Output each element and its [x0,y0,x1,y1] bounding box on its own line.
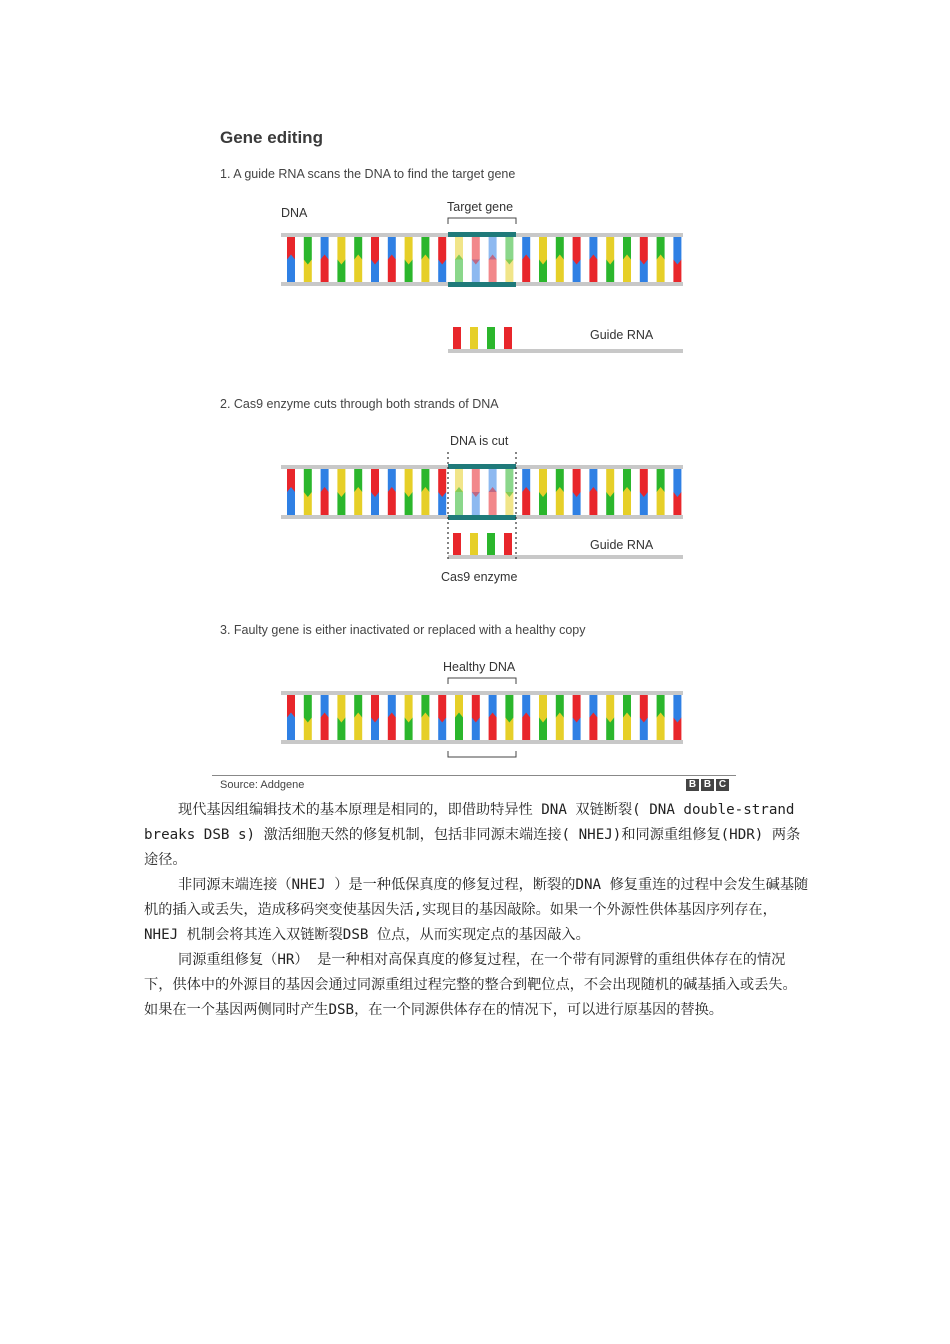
base-top [304,469,312,492]
base-top [673,237,681,260]
base-bottom [321,492,329,515]
logo-letter: B [686,779,699,791]
body-text [144,798,810,1023]
target-gene-label: Target gene [447,200,514,214]
base-top [573,469,581,492]
guide-rna-label-1: Guide RNA [590,328,654,342]
base-bottom [489,718,497,741]
base-top [505,237,513,260]
base-bottom [489,260,497,283]
base-top [673,469,681,492]
base-bottom [321,718,329,741]
cas9-enzyme-label: Cas9 enzyme [441,570,518,584]
logo-letter: B [701,779,714,791]
healthy-dna-bracket-top [448,678,516,684]
base-top [606,237,614,260]
base-bottom [657,260,665,283]
base-bottom [589,260,597,283]
base-top [438,469,446,492]
base-bottom [623,492,631,515]
base-top [304,237,312,260]
step-3-caption: 3. Faulty gene is either inactivated or replaced with a healthy copy [220,623,586,637]
base-top [505,469,513,492]
guide-rna-1-base [453,327,461,349]
base-bottom [623,718,631,741]
base-bottom [354,492,362,515]
base-top [539,695,547,718]
base-top [337,695,345,718]
base-top [337,237,345,260]
figure-source: Source: Addgene [220,779,305,791]
base-bottom [421,718,429,741]
base-bottom [522,718,530,741]
target-highlight-top [448,232,516,237]
base-top [505,695,513,718]
healthy-dna-bracket-bottom [448,751,516,757]
base-bottom [522,260,530,283]
paragraph-1: 现代基因组编辑技术的基本原理是相同的，即借助特异性 DNA 双链断裂( DNA double-strand breaks DSB s) 激活细胞天然的修复机制，包括非同源末端连接( NHEJ)和同源重组修复(HDR) 两条途径。 [144,802,801,868]
base-bottom [589,718,597,741]
target-highlight-bottom [448,515,516,520]
base-bottom [388,718,396,741]
base-bottom [421,260,429,283]
target-highlight-bottom [448,282,516,287]
base-top [472,237,480,260]
guide-rna-1-strand [448,349,683,353]
dna-strand-top [281,691,683,695]
base-top [539,469,547,492]
base-bottom [623,260,631,283]
base-top [304,695,312,718]
base-bottom [589,492,597,515]
base-top [438,237,446,260]
logo-letter: C [716,779,729,791]
base-bottom [287,718,295,741]
dna-label: DNA [281,206,308,220]
base-top [337,469,345,492]
guide-rna-1-base [504,327,512,349]
target-highlight-top [448,464,516,469]
guide-rna-1-base [470,327,478,349]
base-top [371,469,379,492]
base-bottom [287,492,295,515]
base-bottom [657,718,665,741]
base-top [606,695,614,718]
base-bottom [556,718,564,741]
base-top [640,237,648,260]
base-top [606,469,614,492]
base-bottom [354,718,362,741]
base-bottom [657,492,665,515]
base-bottom [321,260,329,283]
base-top [371,237,379,260]
base-bottom [455,492,463,515]
base-top [573,695,581,718]
base-top [673,695,681,718]
target-gene-bracket [448,218,516,224]
base-bottom [354,260,362,283]
base-bottom [556,492,564,515]
guide-rna-2-strand [448,555,683,559]
base-bottom [455,260,463,283]
base-bottom [489,492,497,515]
base-bottom [556,260,564,283]
dna-is-cut-label: DNA is cut [450,434,509,448]
paragraph-3: 同源重组修复（HR） 是一种相对高保真度的修复过程，在一个带有同源臂的重组供体存在的情况下，供体中的外源目的基因会通过同源重组过程完整的整合到靶位点，不会出现随机的碱基插入或丢失。如果在一个基因两侧同时产生DSB，在一个同源供体存在的情况下，可以进行原基因的替换。 [144,952,797,1018]
base-top [405,237,413,260]
base-bottom [455,718,463,741]
dna-strand-bottom [281,740,683,744]
guide-rna-2-base [504,533,512,555]
guide-rna-1-base [487,327,495,349]
step-1-caption: 1. A guide RNA scans the DNA to find the target gene [220,167,516,181]
base-bottom [522,492,530,515]
base-top [472,469,480,492]
figure-title: Gene editing [220,128,323,147]
base-top [405,695,413,718]
guide-rna-2-base [487,533,495,555]
base-bottom [287,260,295,283]
paragraph-2: 非同源末端连接（NHEJ ）是一种低保真度的修复过程，断裂的DNA 修复重连的过程中会发生碱基随机的插入或丢失，造成移码突变使基因失活,实现目的基因敲除。如果一个外源性供体基因序列存在，NHEJ 机制会将其连入双链断裂DSB 位点，从而实现定点的基因敲入。 [144,877,809,943]
figure-divider [212,775,736,776]
base-top [640,695,648,718]
base-bottom [388,492,396,515]
healthy-dna-label: Healthy DNA [443,660,516,674]
base-top [371,695,379,718]
guide-rna-label-2: Guide RNA [590,538,654,552]
base-top [573,237,581,260]
base-top [539,237,547,260]
bbc-logo [686,779,729,791]
guide-rna-2-base [453,533,461,555]
base-top [438,695,446,718]
base-top [405,469,413,492]
base-bottom [421,492,429,515]
step-2-caption: 2. Cas9 enzyme cuts through both strands of DNA [220,397,499,411]
base-bottom [388,260,396,283]
guide-rna-2-base [470,533,478,555]
base-top [640,469,648,492]
base-top [472,695,480,718]
